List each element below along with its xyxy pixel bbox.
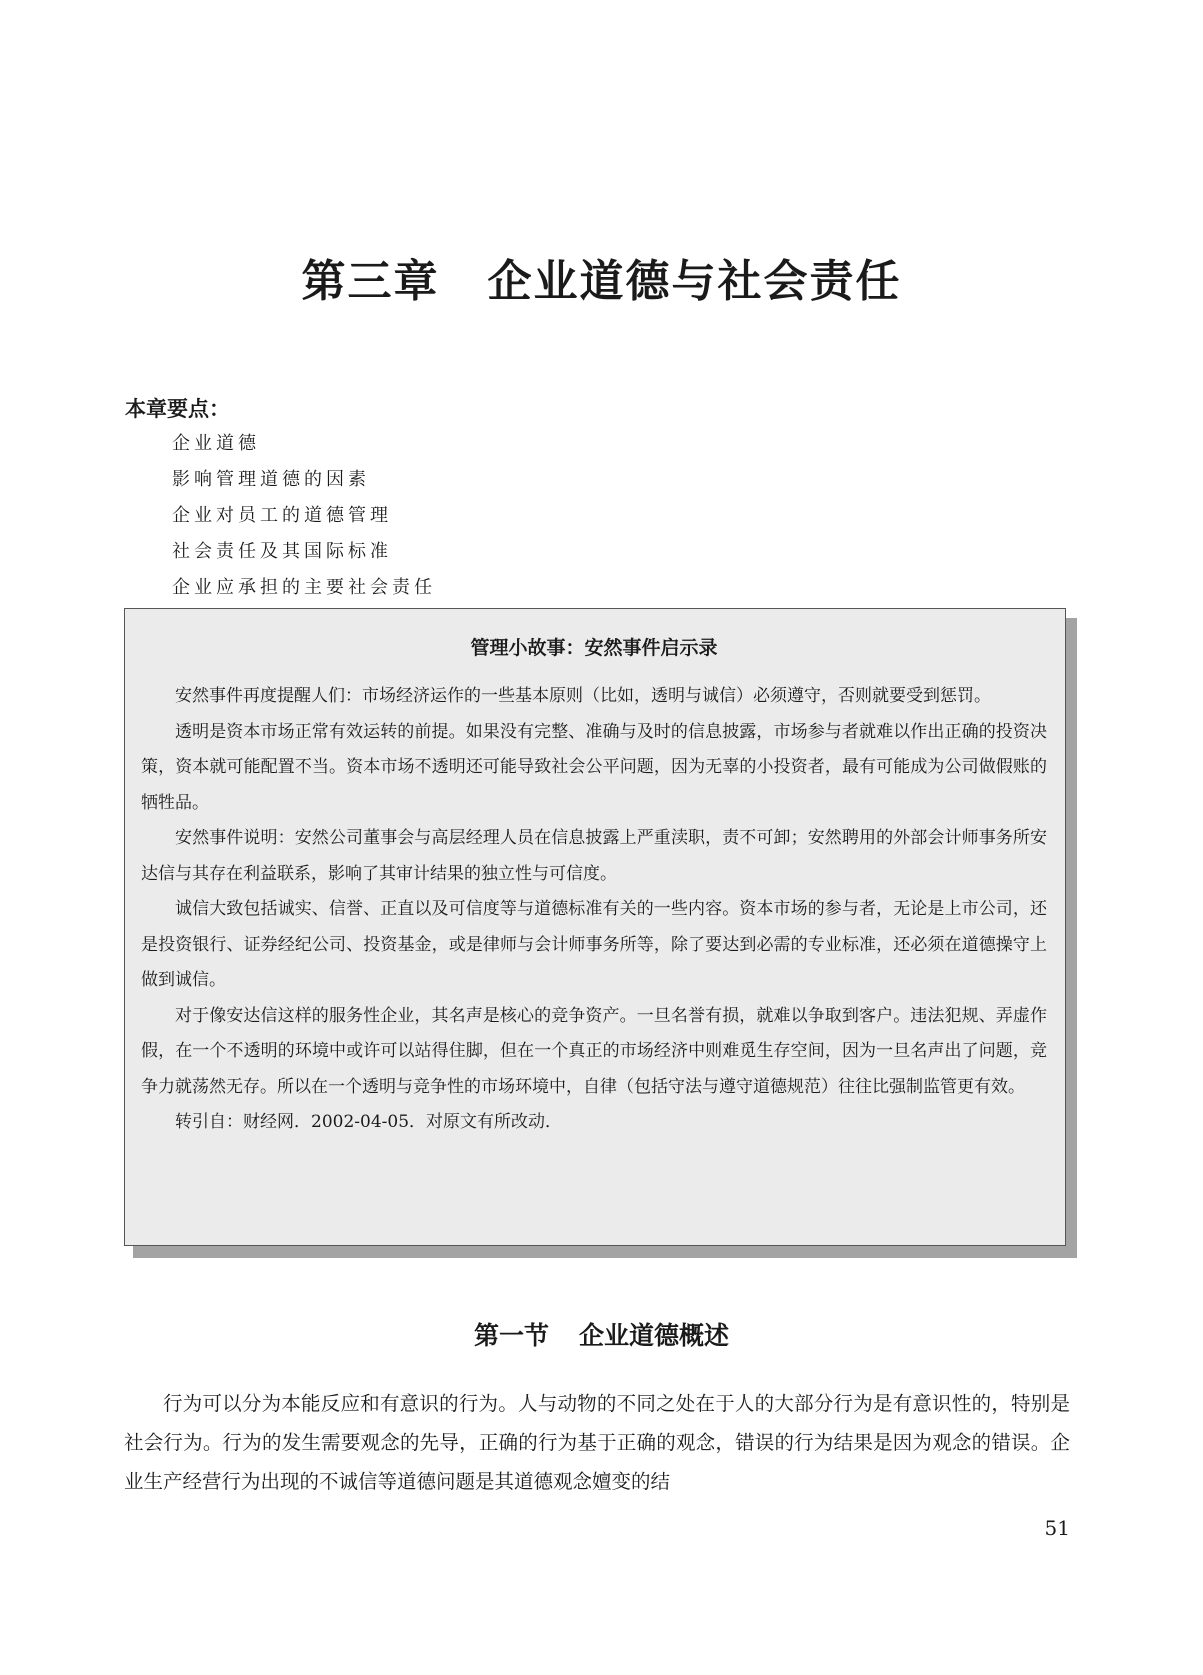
chapter-number: 第三章 — [301, 256, 440, 307]
story-paragraph: 对于像安达信这样的服务性企业，其名声是核心的竞争资产。一旦名誉有损，就难以争取到客户。违法犯规、弄虚作假，在一个不透明的环境中或许可以站得住脚，但在一个真正的市场经济中则难觅生存空间，因为一旦名声出了问题，竞争力就荡然无存。所以在一个透明与竞争性的市场环境中，自律（包括守法与遵守道德规范）往往比强制监管更有效。 — [141, 1005, 1047, 1097]
keypoints-heading: 本章要点： — [125, 397, 230, 421]
story-paragraph: 透明是资本市场正常有效运转的前提。如果没有完整、准确与及时的信息披露，市场参与者就难以作出正确的投资决策，资本就可能配置不当。资本市场不透明还可能导致社会公平问题，因为无辜的小投资者，最有可能成为公司做假账的牺牲品。 — [141, 721, 1047, 813]
chapter-title-text: 企业道德与社会责任 — [487, 256, 902, 307]
keypoints-list — [172, 426, 436, 606]
section-title — [0, 1318, 1203, 1354]
keypoint-item: 企业道德 — [172, 433, 260, 454]
chapter-title — [0, 252, 1203, 312]
story-paragraph: 安然事件说明：安然公司董事会与高层经理人员在信息披露上严重渎职，责不可卸；安然聘用的外部会计师事务所安达信与其存在利益联系，影响了其审计结果的独立性与可信度。 — [141, 828, 1047, 884]
story-source: 转引自：财经网．2002-04-05．对原文有所改动． — [175, 1112, 563, 1132]
story-paragraph: 诚信大致包括诚实、信誉、正直以及可信度等与道德标准有关的一些内容。资本市场的参与者，无论是上市公司，还是投资银行、证券经纪公司、投资基金，或是律师与会计师事务所等，除了要达到必需的专业标准，还必须在道德操守上做到诚信。 — [141, 899, 1047, 990]
keypoint-item: 企业对员工的道德管理 — [172, 505, 392, 526]
keypoint-item: 企业应承担的主要社会责任 — [172, 577, 436, 598]
keypoint-item: 影响管理道德的因素 — [172, 469, 370, 490]
section-number: 第一节 — [473, 1321, 549, 1350]
body-paragraph: 行为可以分为本能反应和有意识的行为。人与动物的不同之处在于人的大部分行为是有意识性的，特别是社会行为。行为的发生需要观念的先导，正确的行为基于正确的观念，错误的行为结果是因为观念的错误。企业生产经营行为出现的不诚信等道德问题是其道德观念嬗变的结 — [124, 1392, 1070, 1493]
story-paragraph: 安然事件再度提醒人们：市场经济运作的一些基本原则（比如，透明与诚信）必须遵守，否则就要受到惩罚。 — [175, 686, 991, 706]
keypoint-item: 社会责任及其国际标准 — [172, 541, 392, 562]
section-title-text: 企业道德概述 — [579, 1321, 730, 1350]
page-number: 51 — [1044, 1516, 1070, 1540]
story-box — [124, 608, 1066, 1246]
story-title: 管理小故事：安然事件启示录 — [470, 637, 718, 659]
